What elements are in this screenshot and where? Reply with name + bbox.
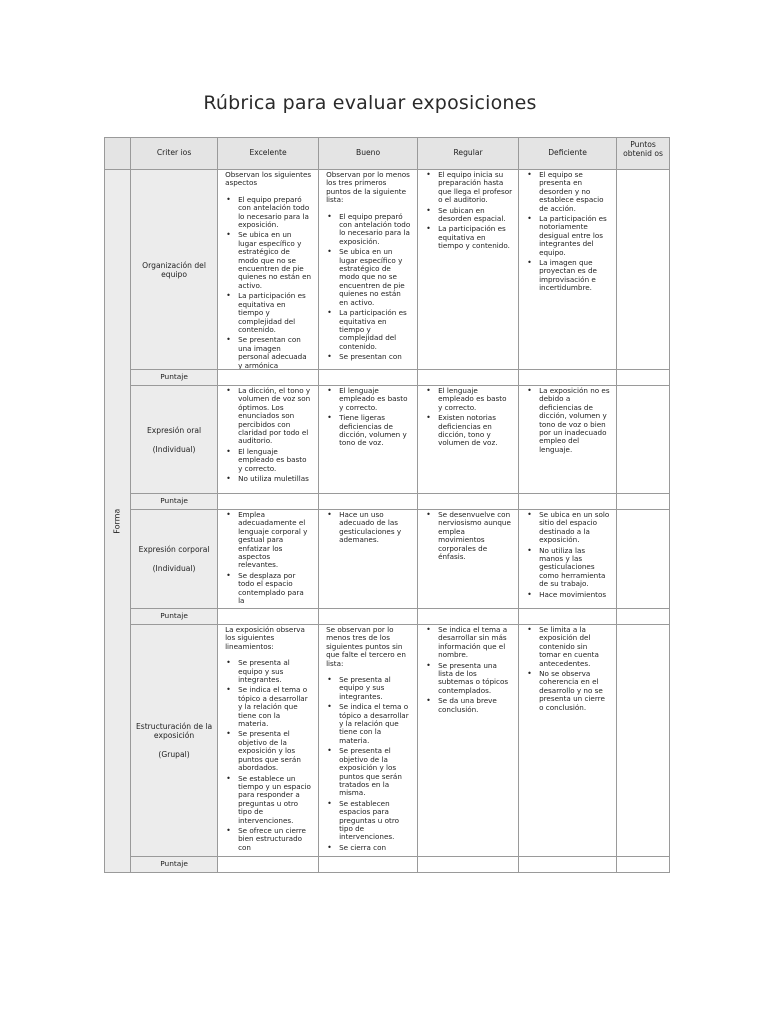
puntaje-bueno[interactable] bbox=[319, 609, 418, 625]
criteria-list bbox=[226, 196, 312, 369]
criteria-list bbox=[426, 511, 512, 561]
criterion-row bbox=[105, 170, 670, 370]
criterion-row bbox=[105, 386, 670, 494]
puntaje-label: Puntaje bbox=[131, 370, 218, 386]
forma-label-cell bbox=[105, 170, 131, 873]
criteria-item: • Tiene ligeras deficiencias de dicción, volumen y tono de voz. bbox=[327, 414, 411, 448]
criteria-item: • El lenguaje empleado es basto y correcto. bbox=[327, 387, 411, 412]
criteria-item: • El equipo preparó con antelación todo lo necesario para la exposición. bbox=[226, 196, 312, 230]
criteria-item: • Se ubican en desorden espacial. bbox=[426, 207, 512, 224]
regular-cell bbox=[418, 510, 519, 609]
puntaje-regular[interactable] bbox=[418, 857, 519, 873]
bueno-cell bbox=[319, 510, 418, 609]
criteria-list bbox=[527, 171, 610, 293]
criterion-sublabel: (Individual) bbox=[152, 444, 196, 454]
cell-intro-text: La exposición observa los siguientes lineamientos: bbox=[225, 625, 305, 651]
criteria-item: • Se presenta al equipo y sus integrantes. bbox=[327, 676, 411, 701]
header-deficiente: Deficiente bbox=[519, 138, 617, 170]
criteria-list bbox=[327, 387, 411, 448]
deficiente-cell bbox=[519, 625, 617, 857]
bueno-cell bbox=[319, 170, 418, 370]
header-regular: Regular bbox=[418, 138, 519, 170]
puntaje-bueno[interactable] bbox=[319, 494, 418, 510]
criteria-list bbox=[426, 626, 512, 714]
criteria-item: • Hace un uso adecuado de las gesticulaciones y ademanes. bbox=[327, 511, 411, 545]
criteria-list bbox=[327, 213, 411, 362]
bueno-cell bbox=[319, 625, 418, 857]
criteria-item: • Se presenta una lista de los subtemas o tópicos contemplados. bbox=[426, 662, 512, 696]
criteria-item: • Se ofrece un cierre bien estructurado con bbox=[226, 827, 312, 852]
criteria-item: • Existen notorias deficiencias en dicción, tono y volumen de voz. bbox=[426, 414, 512, 448]
criterion-label: Organización del equipo bbox=[142, 260, 206, 279]
puntaje-label: Puntaje bbox=[131, 609, 218, 625]
criteria-item: • Se establecen espacios para preguntas u otro tipo de intervenciones. bbox=[327, 800, 411, 842]
deficiente-cell bbox=[519, 510, 617, 609]
criteria-item: • El equipo inicia su preparación hasta que llega el profesor o el auditorio. bbox=[426, 171, 512, 205]
excelente-cell bbox=[218, 170, 319, 370]
criteria-item: • La dicción, el tono y volumen de voz son óptimos. Los enunciados son percibidos con claridad por todo el auditorio. bbox=[226, 387, 312, 446]
puntos-cell[interactable] bbox=[617, 170, 670, 370]
bueno-cell bbox=[319, 386, 418, 494]
puntaje-regular[interactable] bbox=[418, 494, 519, 510]
criteria-list bbox=[426, 387, 512, 448]
puntos-cell[interactable] bbox=[617, 386, 670, 494]
puntaje-label: Puntaje bbox=[131, 857, 218, 873]
excelente-cell bbox=[218, 625, 319, 857]
criteria-item: • Se indica el tema o tópico a desarrollar y la relación que tiene con la materia. bbox=[327, 703, 411, 745]
header-excelente: Excelente bbox=[218, 138, 319, 170]
criterion-name bbox=[131, 625, 218, 857]
puntaje-puntos[interactable] bbox=[617, 609, 670, 625]
criteria-list bbox=[327, 676, 411, 852]
puntaje-regular[interactable] bbox=[418, 609, 519, 625]
criteria-list bbox=[527, 387, 610, 454]
criterion-sublabel: (Individual) bbox=[152, 564, 196, 573]
criteria-list bbox=[327, 511, 411, 545]
criteria-item: • Se presenta el objetivo de la exposición y los puntos que serán tratados en la misma. bbox=[327, 747, 411, 797]
regular-cell bbox=[418, 170, 519, 370]
criteria-item: • Se limita a la exposición del contenido sin tomar en cuenta antecedentes. bbox=[527, 626, 610, 668]
puntaje-puntos[interactable] bbox=[617, 494, 670, 510]
criteria-item: • Se presenta el objetivo de la exposición y los puntos que serán abordados. bbox=[226, 730, 312, 772]
criterion-row bbox=[105, 625, 670, 857]
deficiente-cell bbox=[519, 170, 617, 370]
criteria-item: • El equipo se presenta en desorden y no establece espacio de acción. bbox=[527, 171, 610, 213]
criteria-item: • Se presentan con bbox=[327, 353, 411, 361]
criteria-item: • El equipo preparó con antelación todo lo necesario para la exposición. bbox=[327, 213, 411, 247]
puntaje-row bbox=[105, 370, 670, 386]
header-bueno: Bueno bbox=[319, 138, 418, 170]
criteria-list bbox=[426, 171, 512, 251]
header-row bbox=[105, 138, 670, 170]
criteria-item: • El lenguaje empleado es basto y correcto. bbox=[226, 448, 312, 473]
criteria-list bbox=[226, 659, 312, 852]
criteria-item: • Se ubica en un solo sitio del espacio destinado a la exposición. bbox=[527, 511, 610, 545]
forma-label: Forma bbox=[112, 508, 122, 534]
criteria-item: • Se desenvuelve con nerviosismo aunque emplea movimientos corporales de énfasis. bbox=[426, 511, 512, 561]
criteria-item: • No se observa coherencia en el desarrollo y no se presenta un cierre o conclusión. bbox=[527, 670, 610, 712]
puntaje-puntos[interactable] bbox=[617, 370, 670, 386]
excelente-cell bbox=[218, 386, 319, 494]
puntaje-deficiente[interactable] bbox=[519, 494, 617, 510]
header-blank bbox=[105, 138, 131, 170]
header-criterios: Criter ios bbox=[131, 138, 218, 170]
criteria-item: • Se establece un tiempo y un espacio para responder a preguntas u otro tipo de intervenciones. bbox=[226, 775, 312, 825]
criteria-item: • Se cierra con bbox=[327, 844, 411, 852]
criteria-list bbox=[226, 511, 312, 605]
header-puntos: Puntos obtenid os bbox=[617, 138, 670, 170]
cell-intro-text: Observan por lo menos los tres primeros puntos de la siguiente lista: bbox=[326, 170, 410, 205]
puntaje-row bbox=[105, 494, 670, 510]
criteria-item: • La participación es equitativa en tiempo y contenido. bbox=[426, 225, 512, 250]
deficiente-cell bbox=[519, 386, 617, 494]
criterion-name bbox=[131, 170, 218, 370]
criteria-list bbox=[527, 626, 610, 712]
puntaje-bueno[interactable] bbox=[319, 370, 418, 386]
rubric-table bbox=[104, 137, 670, 873]
regular-cell bbox=[418, 386, 519, 494]
puntaje-deficiente[interactable] bbox=[519, 609, 617, 625]
puntaje-row bbox=[105, 609, 670, 625]
criteria-item: • Emplea adecuadamente el lenguaje corporal y gestual para enfatizar los aspectos relevantes. bbox=[226, 511, 312, 570]
cell-intro-text: Se observan por lo menos tres de los siguientes puntos sin que falte el tercero en lista: bbox=[326, 625, 406, 668]
puntos-cell[interactable] bbox=[617, 510, 670, 609]
criterion-name bbox=[131, 510, 218, 609]
puntaje-label: Puntaje bbox=[131, 494, 218, 510]
criteria-item: • La participación es equitativa en tiempo y complejidad del contenido. bbox=[226, 292, 312, 334]
criteria-item: • Se presentan con una imagen personal adecuada y armónica bbox=[226, 336, 312, 369]
puntaje-excelente[interactable] bbox=[218, 370, 319, 386]
criteria-item: • La participación es equitativa en tiempo y complejidad del contenido. bbox=[327, 309, 411, 351]
criteria-item: • El lenguaje empleado es basto y correcto. bbox=[426, 387, 512, 412]
criteria-item: • La participación es notoriamente desigual entre los integrantes del equipo. bbox=[527, 215, 610, 257]
criteria-item: • Se indica el tema a desarrollar sin más información que el nombre. bbox=[426, 626, 512, 660]
puntaje-deficiente[interactable] bbox=[519, 857, 617, 873]
criterion-sublabel: (Grupal) bbox=[158, 750, 190, 759]
puntaje-row bbox=[105, 857, 670, 873]
criteria-item: • No utiliza las manos y las gesticulaciones como herramienta de su trabajo. bbox=[527, 547, 610, 589]
criterion-row bbox=[105, 510, 670, 609]
puntaje-bueno[interactable] bbox=[319, 857, 418, 873]
puntaje-excelente[interactable] bbox=[218, 609, 319, 625]
criterion-name bbox=[131, 386, 218, 494]
criteria-item: • La exposición no es debido a deficiencias de dicción, volumen y tono de voz o bien por un inadecuado empleo del lenguaje. bbox=[527, 387, 610, 454]
criteria-item: • La imagen que proyectan es de improvisación e incertidumbre. bbox=[527, 259, 610, 293]
cell-intro-text: Observan los siguientes aspectos bbox=[225, 170, 312, 188]
criteria-item: • Se da una breve conclusión. bbox=[426, 697, 512, 714]
regular-cell bbox=[418, 625, 519, 857]
criteria-item: • Se ubica en un lugar específico y estratégico de modo que no se encuentren de pie quienes no están en activo. bbox=[226, 231, 312, 290]
criteria-item: • Se ubica en un lugar específico y estratégico de modo que no se encuentren de pie quienes no están en activo. bbox=[327, 248, 411, 307]
puntaje-deficiente[interactable] bbox=[519, 370, 617, 386]
puntaje-excelente[interactable] bbox=[218, 494, 319, 510]
puntaje-puntos[interactable] bbox=[617, 857, 670, 873]
document-title: Rúbrica para evaluar exposiciones bbox=[203, 92, 537, 114]
criteria-item: • Se desplaza por todo el espacio contemplado para la bbox=[226, 572, 312, 606]
criteria-item: • Hace movimientos bbox=[527, 591, 610, 599]
criteria-item: • Se presenta al equipo y sus integrantes. bbox=[226, 659, 312, 684]
puntaje-excelente[interactable] bbox=[218, 857, 319, 873]
excelente-cell bbox=[218, 510, 319, 609]
criteria-item: • Se indica el tema o tópico a desarrollar y la relación que tiene con la materia. bbox=[226, 686, 312, 728]
criterion-label: Expresión oral bbox=[146, 425, 202, 435]
criteria-item: • No utiliza muletillas bbox=[226, 475, 312, 483]
criterion-label: Expresión corporal bbox=[138, 545, 210, 554]
criteria-list bbox=[226, 387, 312, 483]
criterion-label: Estructuración de la exposición bbox=[135, 722, 213, 740]
puntos-cell[interactable] bbox=[617, 625, 670, 857]
puntaje-regular[interactable] bbox=[418, 370, 519, 386]
criteria-list bbox=[527, 511, 610, 599]
